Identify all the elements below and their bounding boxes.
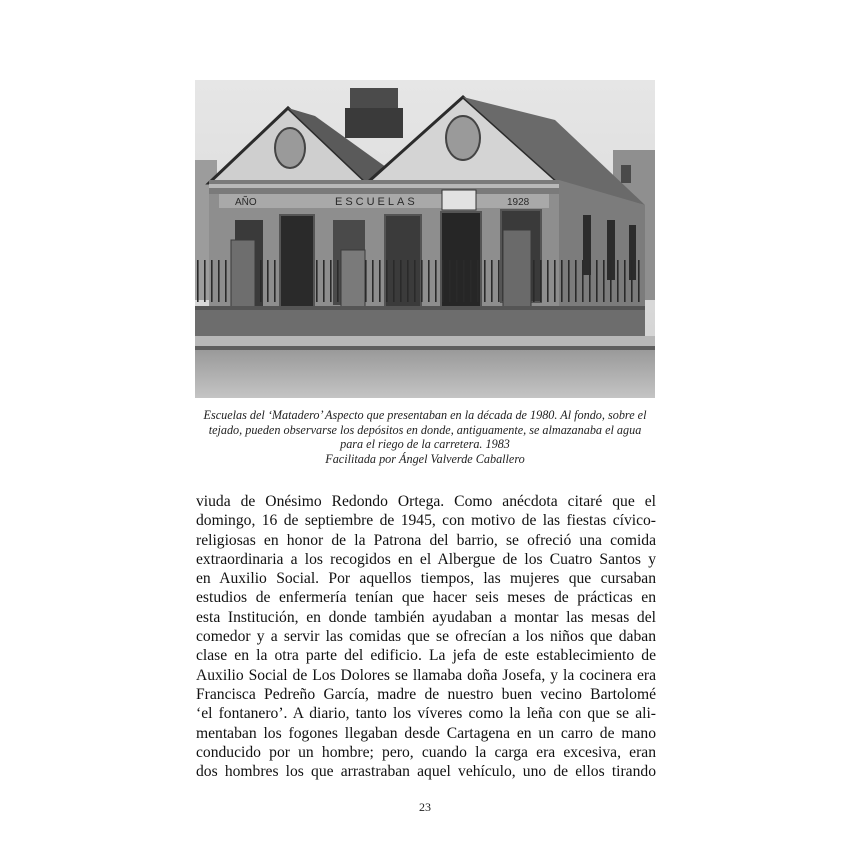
body-paragraph: [196, 492, 656, 781]
body-line: religiosas en honor de la Patrona del barrio, se ofreció una comida: [196, 531, 656, 549]
body-line: Auxilio Social de Los Dolores se llamaba doña Josefa, y la cocinera era: [196, 666, 656, 684]
caption-line: tejado, pueden observarse los depósitos en donde, antiguamente, se almazanaba el agua: [208, 422, 642, 437]
caption-credit-line: Facilitada por Ángel Valverde Caballero: [325, 451, 525, 466]
body-line: clase en la otra parte del edificio. La jefa de este establecimiento de: [196, 647, 656, 665]
caption-line: para el riego de la carretera. 1983: [340, 437, 510, 451]
body-line: comedor y a servir las comidas que se ofrecían a los niños que daban: [196, 628, 656, 646]
body-line: esta Institución, en donde también ayudaban a montar las mesas del: [196, 608, 656, 626]
body-line: en Auxilio Social. Por aquellos tiempos, las mujeres que cursaban: [196, 570, 656, 588]
sign-left-text: AÑO: [235, 197, 257, 208]
sign-right-text: 1928: [507, 197, 530, 208]
body-line: ‘el fontanero’. A diario, tanto los víveres como la leña con que se ali-: [196, 705, 656, 723]
sign-middle-text: ESCUELAS: [335, 196, 418, 208]
body-line: viuda de Onésimo Redondo Ortega. Como anécdota citaré que el: [196, 493, 656, 510]
body-line: conducido por un hombre; pero, cuando la carga era excesiva, eran: [196, 743, 656, 761]
body-line: domingo, 16 de septiembre de 1945, con motivo de las fiestas cívico-: [196, 512, 656, 530]
body-line: estudios de enfermería tenían que hacer seis meses de prácticas en: [196, 589, 656, 607]
caption-line: Escuelas del ‘Matadero’ Aspecto que presentaban en la década de 1980. Al fondo, sobre el: [203, 408, 647, 422]
page-number: 23: [419, 800, 431, 814]
body-line: mentaban los fogones llegaban desde Cartagena en un carro de mano: [196, 724, 656, 742]
body-line: Francisca Pedreño García, madre de nuestro buen vecino Bartolomé: [196, 685, 656, 703]
body-line: extraordinaria a los recogidos en el Albergue de los Cuatro Santos y: [196, 550, 656, 568]
photo-caption: [190, 408, 660, 466]
body-line: dos hombres los que arrastraban aquel vehículo, uno de ellos tirando: [196, 763, 656, 781]
school-building-photo: [195, 80, 655, 398]
